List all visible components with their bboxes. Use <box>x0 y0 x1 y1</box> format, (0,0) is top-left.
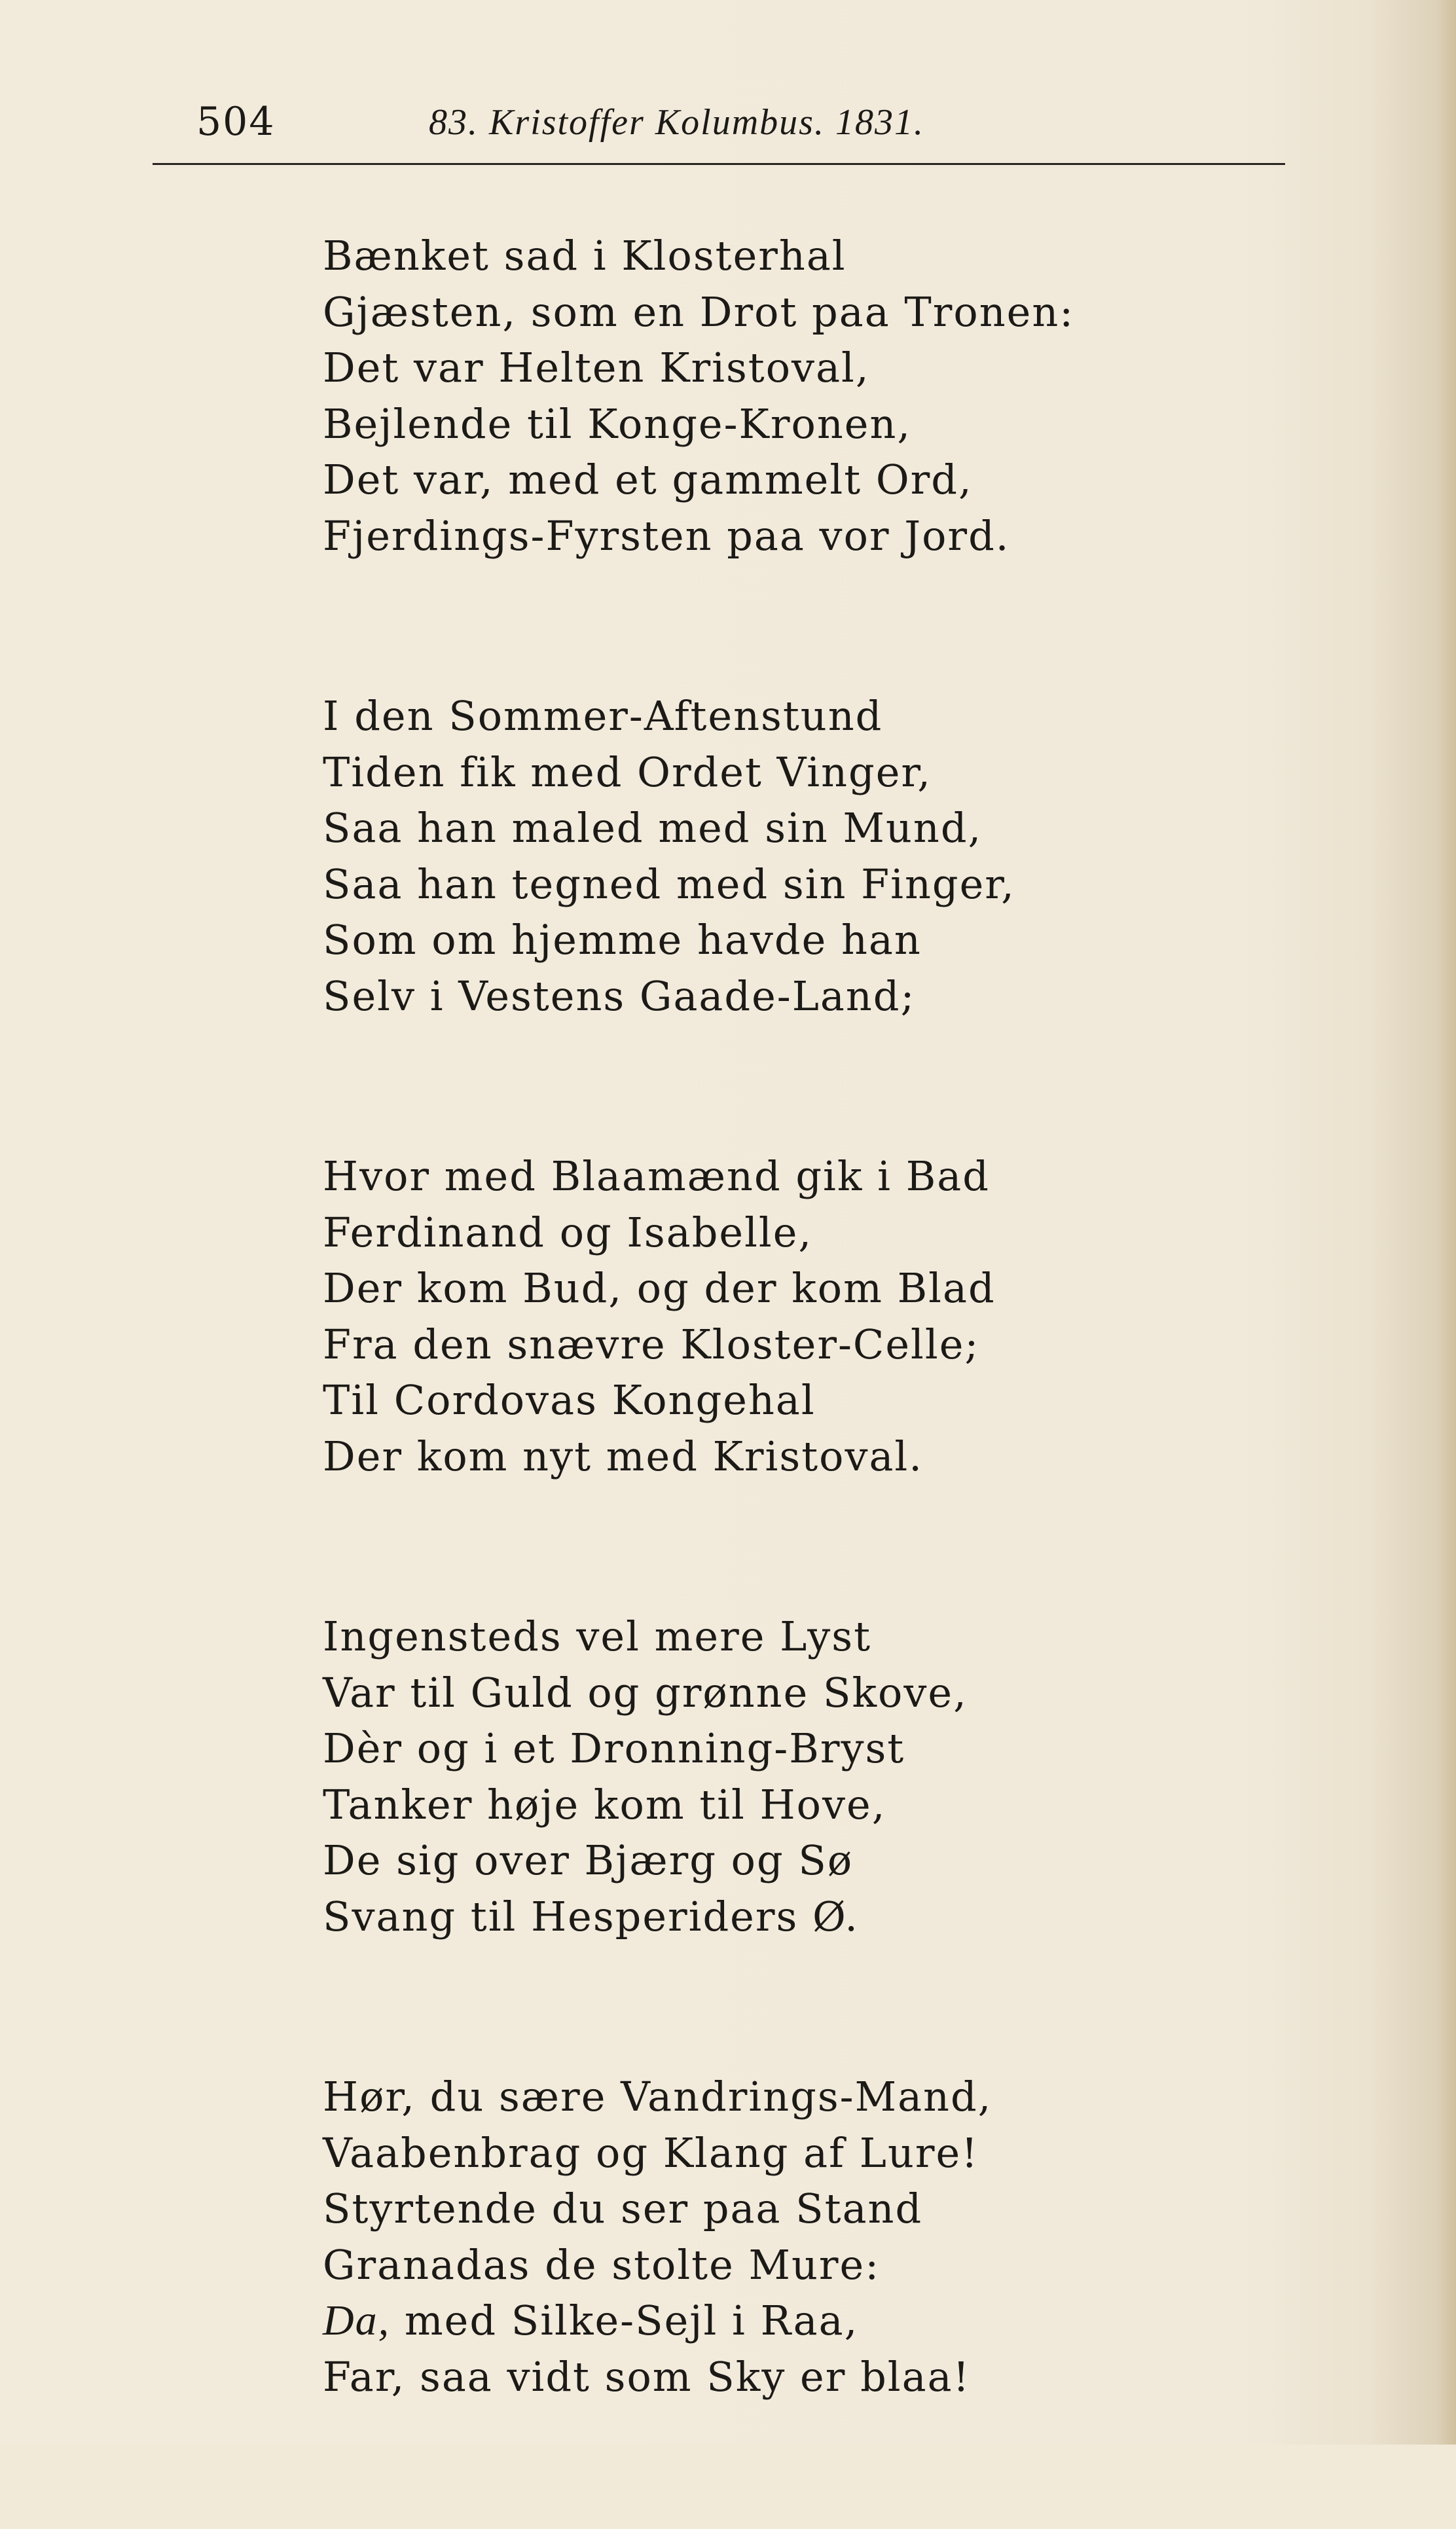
header-rule <box>153 163 1285 165</box>
italic-word: Da, <box>323 2297 391 2344</box>
verse-line: Det var Helten Kristoval, <box>323 344 870 391</box>
verse-line: I den Sommer-Aftenstund <box>323 692 883 740</box>
stanza-5 <box>323 2069 1305 2405</box>
verse-line: Saa han tegned med sin Finger, <box>323 860 1015 908</box>
verse-line: Var til Guld og grønne Skove, <box>323 1668 968 1717</box>
verse-line-rest: med Silke-Sejl i Raa, <box>390 2297 859 2344</box>
verse-line: Hør, du sære Vandrings-Mand, <box>323 2073 992 2120</box>
verse-line: Granadas de stolte Mure: <box>323 2240 881 2289</box>
verse-line: Fjerdings-Fyrsten paa vor Jord. <box>323 511 1010 560</box>
verse-line: Ingensteds vel mere Lyst <box>323 1612 871 1660</box>
verse-line: Vaabenbrag og Klang af Lure! <box>323 2128 979 2177</box>
stanza-3 <box>323 1148 1305 1484</box>
verse-line: Svang til Hesperiders Ø. <box>323 1892 859 1940</box>
stanza-4 <box>323 1609 1305 1944</box>
verse-line: Saa han maled med sin Mund, <box>323 804 983 852</box>
page-edge-shadow <box>1436 0 1456 2445</box>
verse-line: Hvor med Blaamænd gik i Bad <box>323 1152 990 1200</box>
verse-line: Tiden fik med Ordet Vinger, <box>323 748 932 796</box>
verse-line: Tanker høje kom til Hove, <box>323 1780 886 1829</box>
verse-line: De sig over Bjærg og Sø <box>323 1836 854 1884</box>
verse-line: Til Cordovas Kongehal <box>323 1376 816 1424</box>
verse-line: Selv i Vestens Gaade-Land; <box>323 972 916 1020</box>
verse-line: Styrtende du ser paa Stand <box>323 2185 923 2232</box>
verse-line: Far, saa vidt som Sky er blaa! <box>323 2352 971 2401</box>
stanza-2 <box>323 688 1305 1024</box>
stanza-1 <box>323 228 1305 564</box>
verse-line: Der kom nyt med Kristoval. <box>323 1432 923 1480</box>
verse-line: Bejlende til Konge-Kronen, <box>323 399 912 448</box>
verse-line: Gjæsten, som en Drot paa Tronen: <box>323 287 1075 336</box>
page-number: 504 <box>196 99 276 145</box>
page-header <box>157 88 1283 154</box>
verse-line: Dèr og i et Dronning-Bryst <box>323 1724 905 1772</box>
running-title: 83. Kristoffer Kolumbus. 1831. <box>429 102 924 143</box>
verse-line: Fra den snævre Kloster-Celle; <box>323 1320 980 1368</box>
poem <box>323 228 1305 2529</box>
verse-line: Som om hjemme havde han <box>323 916 922 964</box>
verse-line: Ferdinand og Isabelle, <box>323 1208 813 1256</box>
verse-line-with-italic <box>323 2293 1305 2349</box>
verse-line: Det var, med et gammelt Ord, <box>323 456 973 503</box>
verse-line: Bænket sad i Klosterhal <box>323 232 846 280</box>
verse-line: Der kom Bud, og der kom Blad <box>323 1264 996 1312</box>
